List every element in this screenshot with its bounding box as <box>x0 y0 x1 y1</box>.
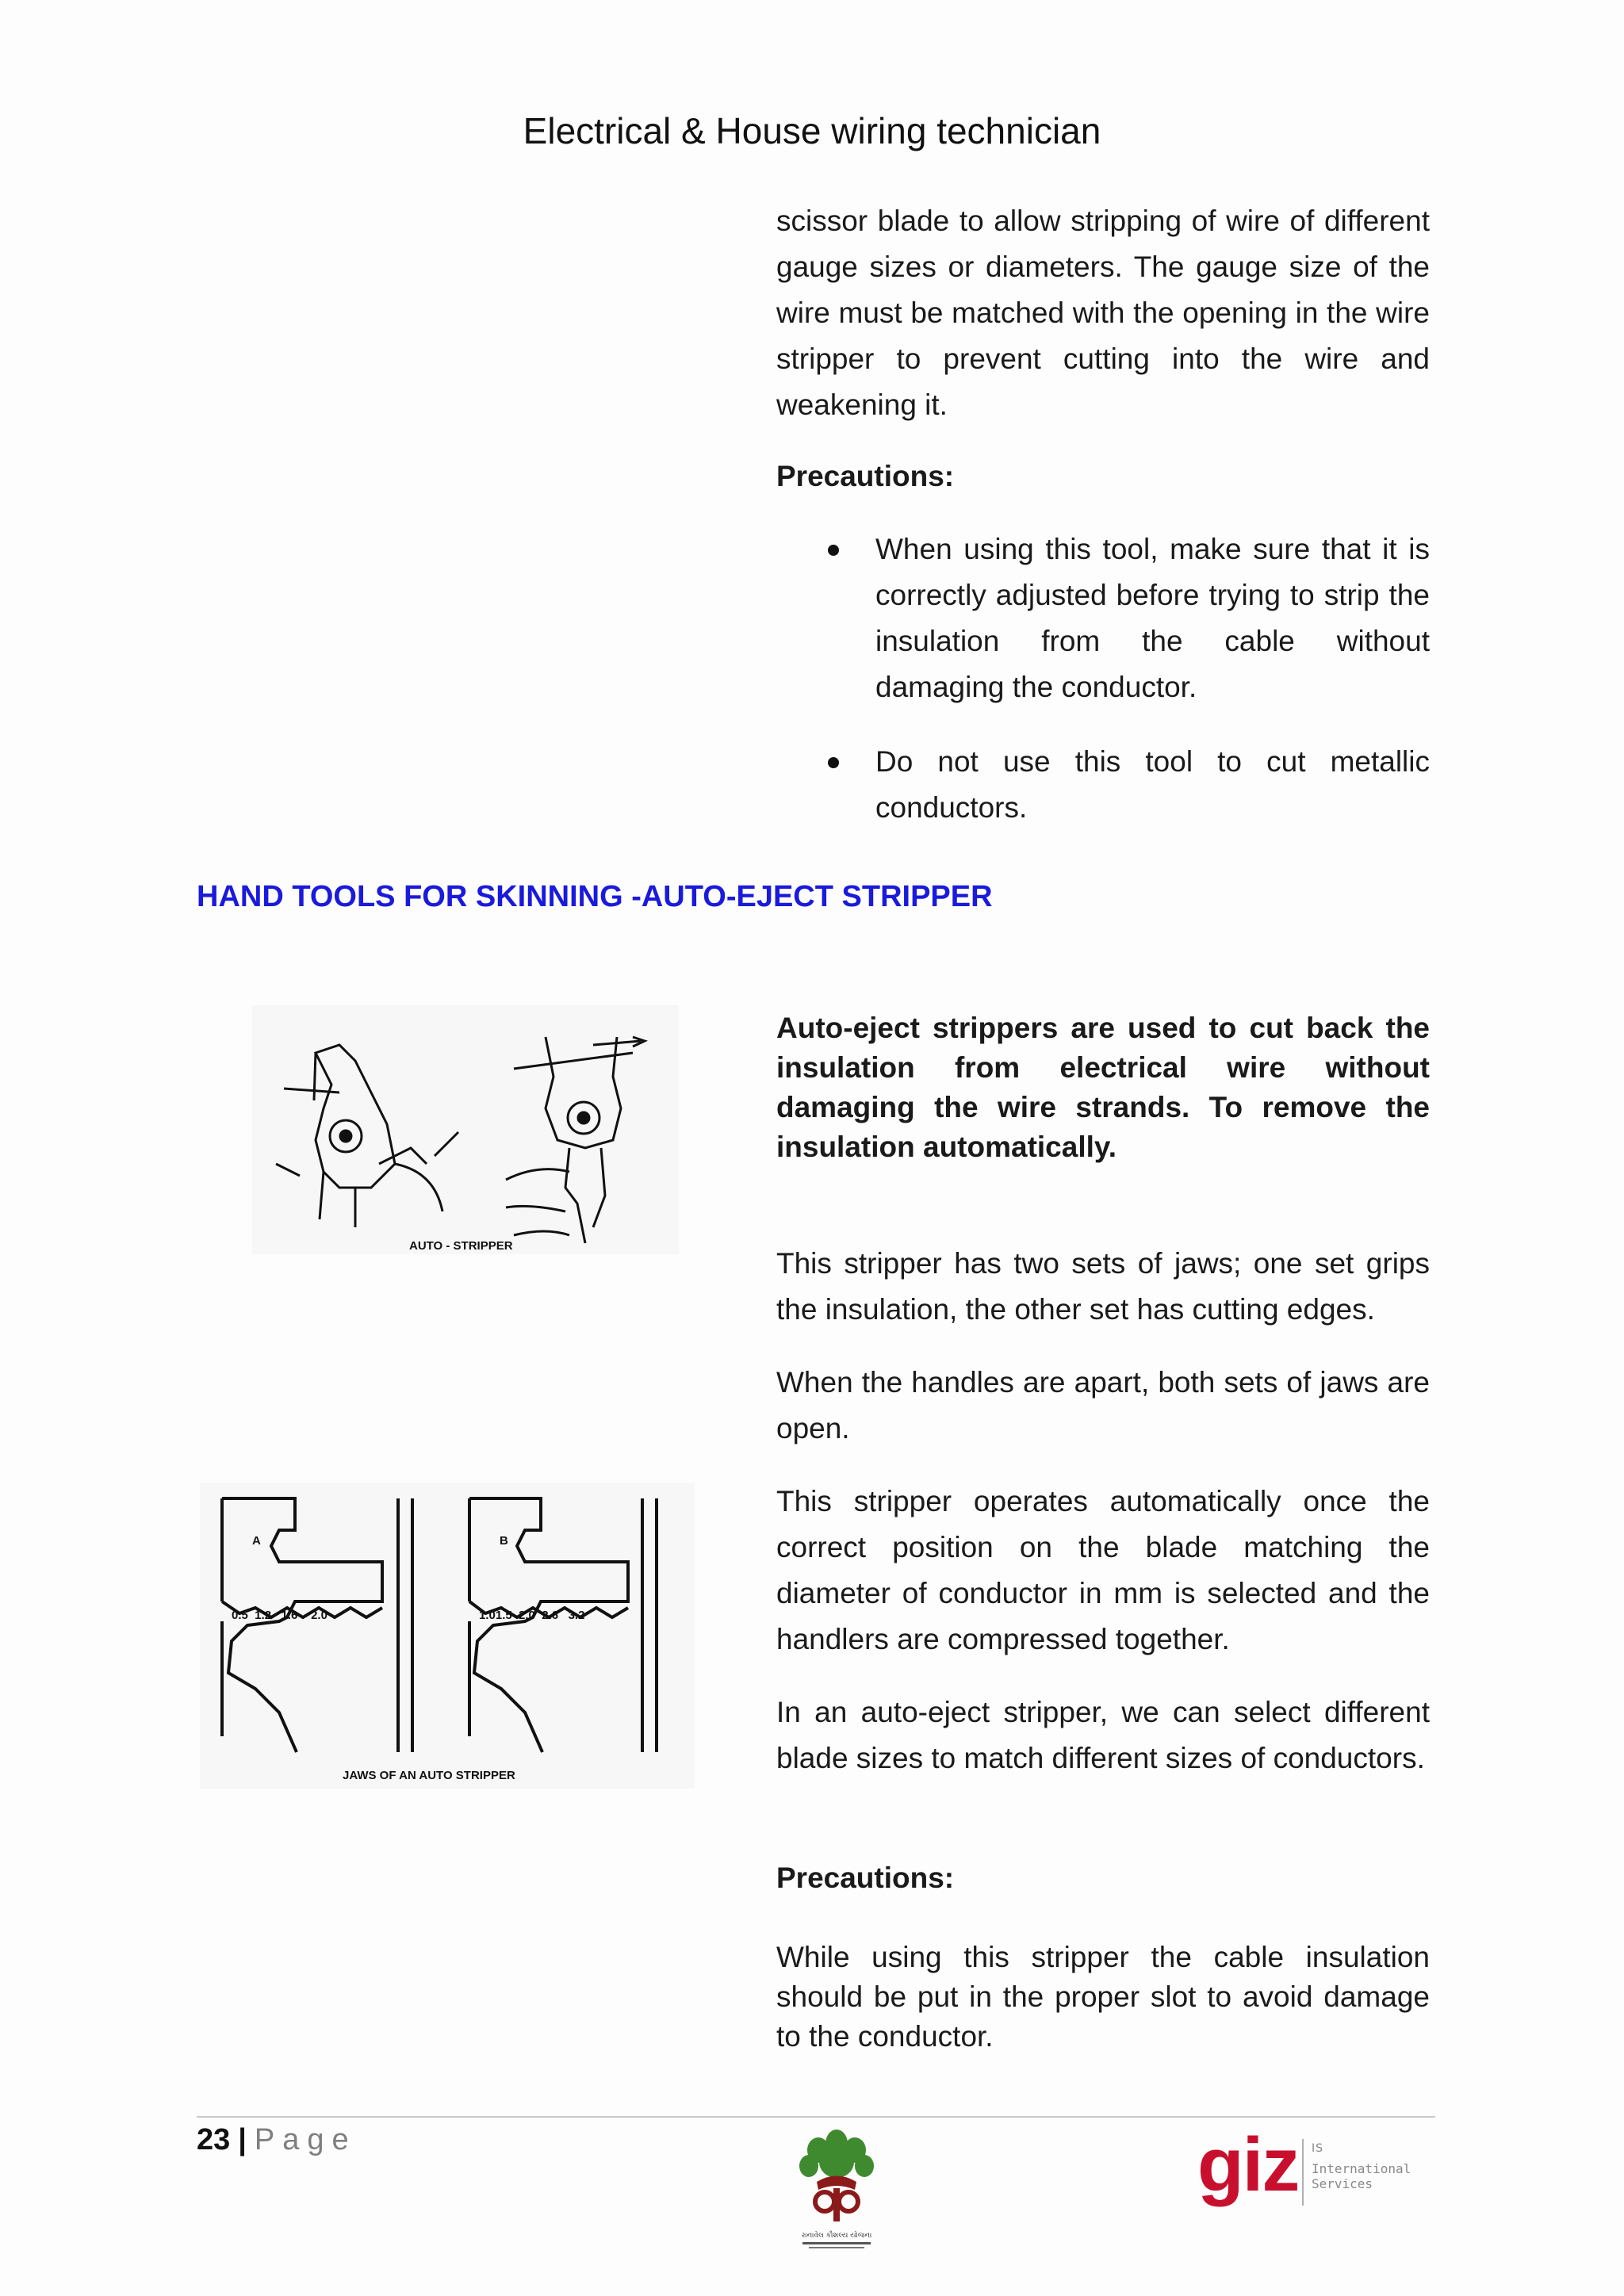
giz-wordmark: giz <box>1197 2122 1299 2207</box>
body-paragraph: When the handles are apart, both sets of jaws are open. <box>776 1366 1430 1445</box>
page-word: Page <box>254 2123 357 2156</box>
bullet-icon <box>828 757 839 768</box>
giz-logo <box>1197 2122 1451 2220</box>
page-header: Electrical & House wiring technician <box>523 110 1101 151</box>
jaw-a-label: A <box>252 1534 261 1548</box>
precautions-label-top: Precautions: <box>776 460 955 492</box>
precautions-label-section: Precautions: <box>776 1862 955 1894</box>
section-heading: HAND TOOLS FOR SKINNING -AUTO-EJECT STRIPPER <box>197 880 993 913</box>
body-paragraph: This stripper has two sets of jaws; one set grips the insulation, the other set has cutting edges. <box>776 1247 1430 1326</box>
giz-is-label: IS <box>1312 2142 1324 2155</box>
kaushalya-logo-icon <box>785 2126 888 2253</box>
giz-divider <box>1302 2139 1304 2206</box>
jaw-b-label: B <box>500 1534 508 1548</box>
auto-stripper-drawing <box>252 1005 679 1254</box>
list-item <box>828 526 1430 710</box>
intro-paragraph: scissor blade to allow stripping of wire of different gauge sizes or diameters. The gauge size of the wire must be matched with the opening in the wire stripper to prevent cutting into the wire and weakening it. <box>776 205 1430 421</box>
figure-caption: JAWS OF AN AUTO STRIPPER <box>343 1769 515 1782</box>
kaushalya-logo <box>785 2126 888 2253</box>
bullet-icon <box>828 545 839 556</box>
page-number-separator: | <box>238 2123 247 2156</box>
precautions-list-top-2 <box>828 739 1430 831</box>
stripper-jaws-figure <box>200 1483 695 1789</box>
precautions-list-top <box>828 526 1430 710</box>
body-paragraph: In an auto-eject stripper, we can select different blade sizes to match different sizes of conductors. <box>776 1696 1430 1774</box>
figure-caption: AUTO - STRIPPER <box>409 1239 513 1253</box>
lead-paragraph: Auto-eject strippers are used to cut back the insulation from electrical wire without damaging the wire strands. To remove the insulation automatically. <box>776 1012 1430 1163</box>
body-paragraph: This stripper operates automatically once the correct position on the blade matching the diameter of conductor in mm is selected and the handlers are compressed together. <box>776 1485 1430 1655</box>
precautions-paragraph: While using this stripper the cable insulation should be put in the proper slot to avoid damage to the conductor. <box>776 1941 1430 2053</box>
bullet-text: When using this tool, make sure that it is correctly adjusted before trying to strip the insulation from the cable without damaging the conductor. <box>875 533 1430 703</box>
page-number <box>197 2123 357 2157</box>
list-item <box>828 739 1430 831</box>
jaw-a-sizes: 0.5 1.2 1.6 2.0 <box>232 1609 327 1622</box>
auto-stripper-figure <box>252 1005 679 1254</box>
page-number-value: 23 <box>197 2123 231 2156</box>
kaushalya-logo-text: રાનાવેલ કૌશલ્ય યોજના <box>801 2232 872 2240</box>
giz-international-services: International Services <box>1312 2161 1411 2191</box>
footer-divider <box>197 2116 1435 2118</box>
bullet-text: Do not use this tool to cut metallic conductors. <box>875 745 1430 824</box>
jaw-b-sizes: 1.01.5 2.0 2.6 3.2 <box>479 1609 585 1622</box>
stripper-jaws-drawing <box>200 1483 695 1789</box>
